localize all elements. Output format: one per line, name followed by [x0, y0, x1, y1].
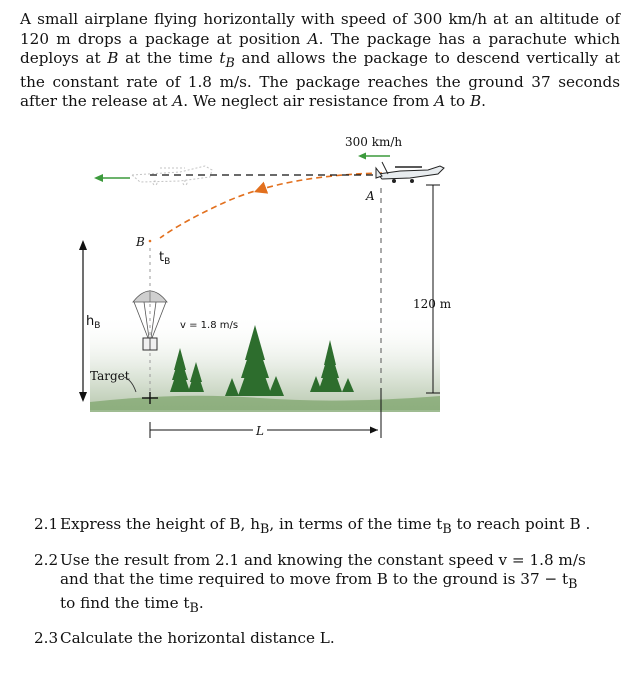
question-number: 2.1	[34, 515, 59, 533]
airplane-drop-diagram	[60, 130, 560, 450]
point-a-label: A	[366, 189, 375, 203]
question-text	[60, 629, 594, 653]
hb-main: h	[86, 314, 95, 329]
airplane-icon	[376, 162, 444, 183]
question-text	[60, 551, 594, 618]
speed-label: 300 km/h	[345, 135, 403, 149]
velocity-label: v = 1.8 m/s	[180, 320, 239, 331]
question-item	[34, 629, 594, 653]
hb-arrow-top	[79, 240, 87, 250]
intro-text-1: A small airplane flying horizontally with speed of 300 km/h at an altitude of 120 m drops a package at position	[20, 10, 620, 48]
tb-sub: B	[164, 257, 171, 267]
intro-point-b-2: B	[469, 92, 482, 111]
point-b-marker	[149, 240, 152, 243]
intro-text-5: . We neglect air resistance from	[183, 92, 435, 111]
intro-point-a-2: A	[172, 92, 184, 111]
hb-sub: B	[94, 321, 101, 331]
point-b-label: B	[136, 235, 145, 249]
altitude-label: 120 m	[413, 297, 452, 311]
question-sub-2: B	[189, 599, 199, 615]
question-sub-1: B	[568, 576, 578, 592]
question-item	[34, 551, 594, 618]
tb-label	[159, 250, 170, 267]
package-icon	[143, 338, 157, 350]
intro-text-3: at the time	[118, 49, 220, 67]
problem-statement	[20, 10, 620, 112]
question-number: 2.2	[34, 550, 59, 569]
speed-arrowhead	[358, 153, 366, 160]
intro-text-2: . The package has a parachute which deploys at	[20, 29, 620, 67]
question-text-2: , in terms of the time t	[269, 515, 443, 533]
intro-point-a: A	[307, 29, 319, 48]
intro-time-symbol: t	[219, 49, 226, 67]
question-text-3: .	[198, 593, 204, 612]
intro-text-4: and allows the package to descend vertically at the constant rate of 1.8 m/s. The package reaches the ground 37 seconds after the release at	[20, 49, 620, 111]
intro-text-to: to	[445, 92, 470, 111]
question-text-1: Use the result from 2.1 and knowing the constant speed v = 1.8 m/s and that the time required to move from B to the ground is 37 − t	[60, 550, 586, 589]
trajectory-curve	[160, 173, 382, 238]
left-direction-arrowhead	[94, 174, 103, 182]
question-text-1: Calculate the horizontal distance L.	[60, 629, 335, 648]
question-text	[60, 515, 594, 539]
question-text-1: Express the height of B, h	[60, 515, 260, 533]
distance-label: L	[256, 424, 264, 438]
distance-arrowhead	[370, 427, 378, 434]
intro-point-b: B	[107, 49, 119, 67]
question-text-2: to find the time t	[60, 593, 190, 612]
question-number: 2.3	[34, 629, 59, 648]
question-sub-1: B	[260, 521, 270, 537]
intro-time-subscript: B	[225, 55, 235, 71]
question-list	[34, 515, 594, 665]
hb-arrow-bottom	[79, 392, 87, 402]
question-sub-2: B	[442, 521, 452, 537]
question-text-3: to reach point B .	[451, 515, 591, 533]
target-label: Target	[90, 369, 130, 383]
intro-point-a-3: A	[434, 92, 446, 111]
tb-main: t	[159, 250, 165, 265]
question-item	[34, 515, 594, 539]
intro-text-end: .	[481, 92, 486, 111]
